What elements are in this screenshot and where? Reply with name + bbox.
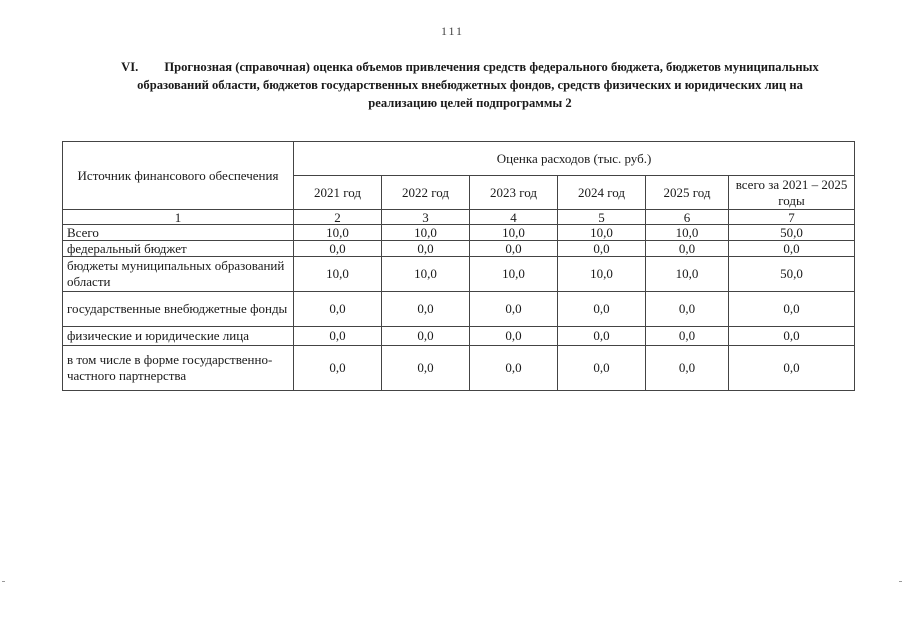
source-header: Источник финансового обеспечения (63, 142, 294, 210)
column-number-row (63, 210, 855, 225)
total-header: всего за 2021 – 2025 годы (729, 176, 855, 210)
table-row (63, 327, 855, 346)
row-value: 10,0 (382, 257, 470, 292)
row-value: 0,0 (558, 346, 646, 391)
row-value: 0,0 (382, 241, 470, 257)
row-value: 0,0 (294, 292, 382, 327)
row-value: 0,0 (646, 292, 729, 327)
row-value: 0,0 (558, 327, 646, 346)
row-value: 0,0 (470, 241, 558, 257)
year-header: 2022 год (382, 176, 470, 210)
row-total: 0,0 (729, 346, 855, 391)
scan-edge-mark (2, 581, 5, 582)
section-title-text: Прогнозная (справочная) оценка объемов привлечения средств федерального бюджета, бюджетов муниципальных образований области, бюджетов государственных внебюджетных фондов, средств физических и юридических лиц на реализацию целей подпрограммы 2 (137, 60, 819, 110)
column-number: 4 (470, 210, 558, 225)
row-total: 0,0 (729, 241, 855, 257)
column-number: 1 (63, 210, 294, 225)
row-value: 0,0 (646, 346, 729, 391)
row-value: 0,0 (294, 346, 382, 391)
row-source: федеральный бюджет (63, 241, 294, 257)
financing-table (62, 141, 855, 391)
row-value: 0,0 (470, 346, 558, 391)
year-header: 2024 год (558, 176, 646, 210)
row-total: 50,0 (729, 225, 855, 241)
section-title (120, 58, 820, 112)
row-value: 10,0 (470, 257, 558, 292)
scan-edge-mark (899, 581, 902, 582)
table-row (63, 241, 855, 257)
year-header: 2025 год (646, 176, 729, 210)
row-value: 0,0 (382, 292, 470, 327)
row-value: 0,0 (294, 241, 382, 257)
column-number: 2 (294, 210, 382, 225)
row-value: 10,0 (646, 257, 729, 292)
column-number: 7 (729, 210, 855, 225)
row-total: 50,0 (729, 257, 855, 292)
row-value: 10,0 (294, 225, 382, 241)
column-number: 3 (382, 210, 470, 225)
row-value: 0,0 (558, 241, 646, 257)
row-value: 10,0 (382, 225, 470, 241)
row-value: 0,0 (470, 292, 558, 327)
row-source: в том числе в форме государственно-частного партнерства (63, 346, 294, 391)
table-row (63, 225, 855, 241)
row-source: бюджеты муниципальных образований области (63, 257, 294, 292)
row-value: 10,0 (470, 225, 558, 241)
row-source: Всего (63, 225, 294, 241)
row-value: 10,0 (294, 257, 382, 292)
table-row (63, 346, 855, 391)
row-total: 0,0 (729, 327, 855, 346)
row-source: государственные внебюджетные фонды (63, 292, 294, 327)
year-header: 2021 год (294, 176, 382, 210)
estimate-header: Оценка расходов (тыс. руб.) (294, 142, 855, 176)
table-row (63, 257, 855, 292)
page-number: 111 (440, 24, 465, 38)
row-value: 0,0 (558, 292, 646, 327)
row-value: 0,0 (382, 327, 470, 346)
row-value: 0,0 (294, 327, 382, 346)
year-header: 2023 год (470, 176, 558, 210)
row-value: 0,0 (382, 346, 470, 391)
row-source: физические и юридические лица (63, 327, 294, 346)
section-number: VI. (121, 60, 139, 74)
row-value: 10,0 (558, 257, 646, 292)
table-row (63, 292, 855, 327)
row-value: 0,0 (470, 327, 558, 346)
row-value: 0,0 (646, 241, 729, 257)
row-value: 10,0 (558, 225, 646, 241)
column-number: 6 (646, 210, 729, 225)
row-value: 10,0 (646, 225, 729, 241)
column-number: 5 (558, 210, 646, 225)
row-total: 0,0 (729, 292, 855, 327)
row-value: 0,0 (646, 327, 729, 346)
